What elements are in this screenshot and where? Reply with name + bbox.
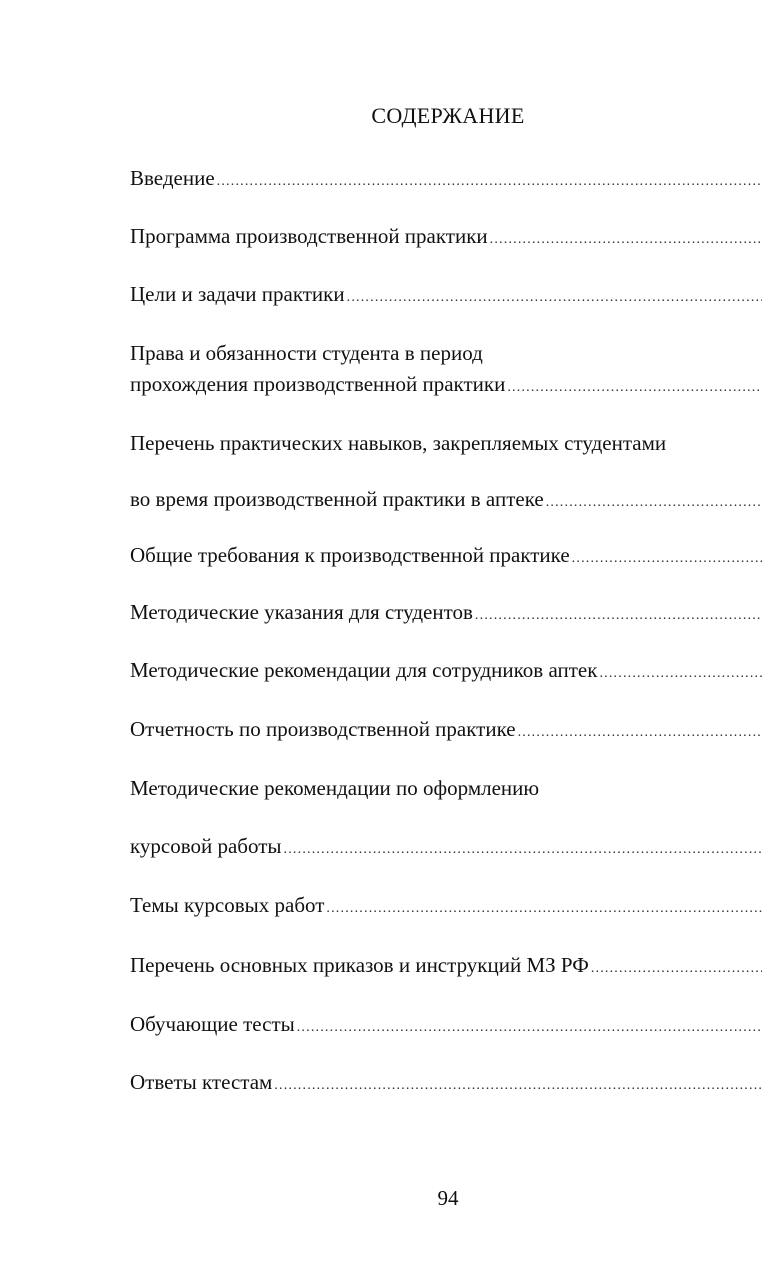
toc-line	[130, 658, 762, 686]
toc-entry-reporting	[130, 717, 762, 745]
dot-leader	[599, 662, 762, 686]
toc-line	[130, 893, 762, 921]
toc-entry-text: Ответы ктестам	[130, 1070, 273, 1094]
page-number: 94	[437, 1186, 459, 1210]
toc-entry-coursework-topics	[130, 893, 762, 921]
dot-leader	[284, 838, 762, 862]
toc-entry-student-rights	[130, 341, 762, 400]
toc-line	[130, 282, 762, 310]
toc-line	[130, 372, 762, 400]
toc-entry-text: Перечень практических навыков, закрепляемых студентами	[130, 431, 667, 455]
toc-entry-text: Отчетность по производственной практике	[130, 717, 516, 741]
toc-entry-training-tests	[130, 1012, 762, 1040]
dot-leader	[507, 376, 762, 400]
toc-entry-test-answers	[130, 1070, 762, 1098]
dot-leader	[490, 228, 762, 252]
toc-entry-orders-list	[130, 953, 762, 981]
dot-leader	[546, 491, 762, 515]
toc-line	[130, 543, 762, 571]
toc-line	[130, 487, 762, 515]
toc-entry-goals	[130, 282, 762, 310]
toc-entry-text: Перечень основных приказов и инструкций МЗ РФ	[130, 953, 589, 977]
toc-entry-skills-list	[130, 431, 762, 515]
toc-entry-coursework-guidelines	[130, 776, 762, 862]
dot-leader	[217, 170, 762, 194]
toc-line	[130, 1070, 762, 1098]
toc-line	[130, 1012, 762, 1040]
toc-entry-text: Цели и задачи практики	[130, 282, 345, 306]
toc-entry-text: Программа производственной практики	[130, 224, 488, 248]
toc-entry-staff-recommendations	[130, 658, 762, 686]
toc-entry-text: Методические рекомендации для сотрудников аптек	[130, 658, 598, 682]
toc-line	[130, 166, 762, 194]
toc-line	[130, 834, 762, 862]
toc-entry-text: Темы курсовых работ	[130, 893, 325, 917]
dot-leader	[572, 547, 762, 571]
toc-entry-text: прохождения производственной практики	[130, 372, 506, 396]
toc-entry-practice-program	[130, 224, 762, 252]
toc-entry-text: Введение	[130, 166, 215, 190]
toc-line	[130, 224, 762, 252]
toc-line	[130, 717, 762, 745]
toc-entry-general-requirements	[130, 543, 762, 571]
toc-entry-text: во время производственной практики в аптеке	[130, 487, 544, 511]
toc-line	[130, 953, 762, 981]
page-title: СОДЕРЖАНИЕ	[371, 103, 525, 128]
dot-leader	[326, 897, 762, 921]
toc-entry-student-guidelines	[130, 600, 762, 628]
toc-line	[130, 600, 762, 628]
toc-entry-introduction	[130, 166, 762, 194]
dot-leader	[297, 1016, 762, 1040]
toc-entry-text: Права и обязанности студента в период	[130, 341, 483, 365]
dot-leader	[591, 957, 762, 981]
dot-leader	[475, 604, 762, 628]
dot-leader	[518, 721, 762, 745]
toc-entry-text: Методические указания для студентов	[130, 600, 473, 624]
toc-entry-text: Общие требования к производственной практике	[130, 543, 570, 567]
toc-entry-text: Обучающие тесты	[130, 1012, 295, 1036]
toc-entry-text: Методические рекомендации по оформлению	[130, 776, 540, 800]
toc-entry-text: курсовой работы	[130, 834, 282, 858]
dot-leader	[274, 1074, 762, 1098]
dot-leader	[347, 286, 762, 310]
